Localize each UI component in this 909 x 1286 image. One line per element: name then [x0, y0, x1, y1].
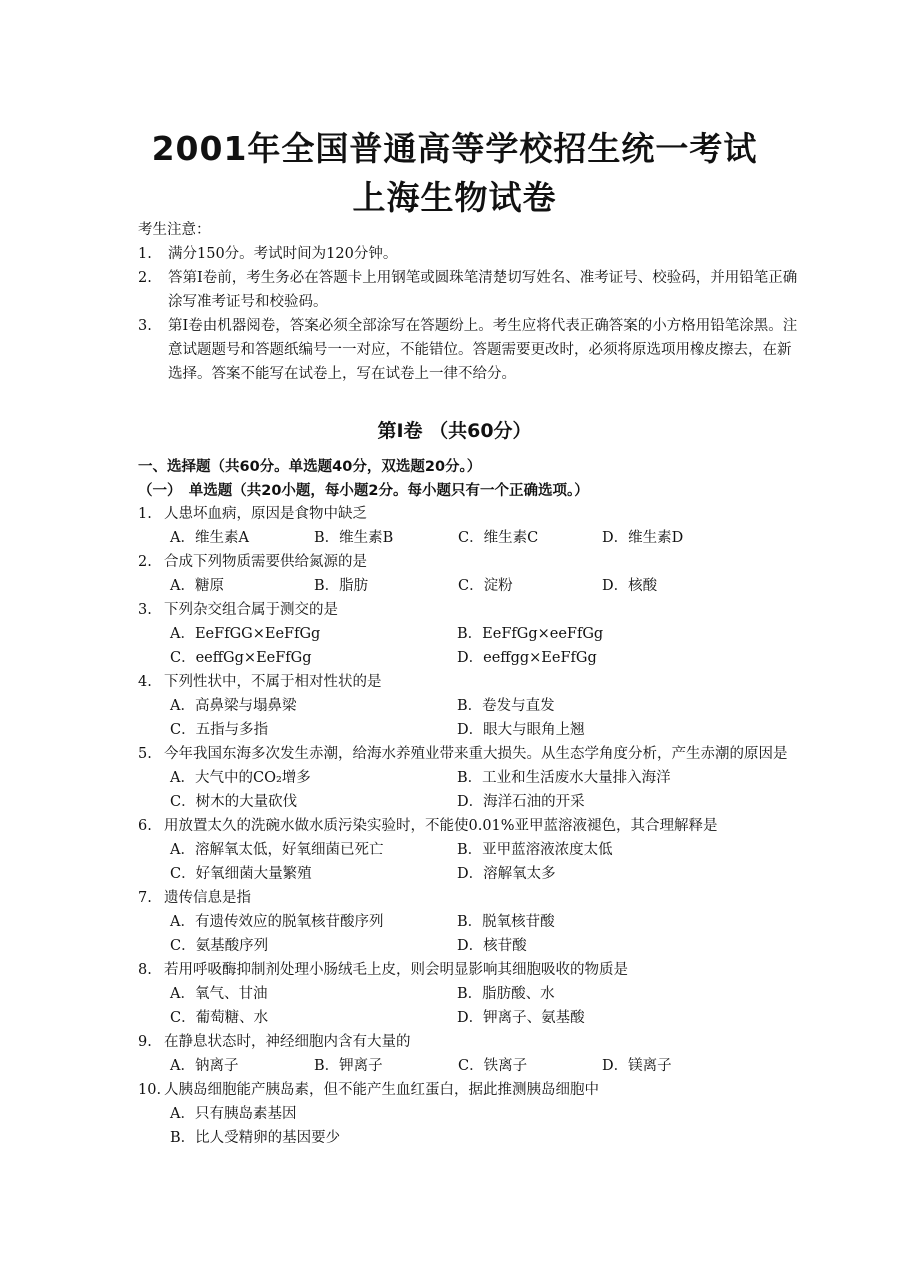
question-item — [138, 958, 798, 1030]
question-text: 合成下列物质需要供给氮源的是 — [164, 554, 367, 570]
question-stem — [138, 742, 798, 766]
answer-option: B．脱氧核苷酸 — [457, 914, 555, 930]
question-item — [138, 670, 798, 742]
option-group — [170, 766, 798, 814]
answer-option: D．维生素D — [602, 530, 684, 546]
question-number: 7. — [138, 890, 152, 906]
question-number: 1. — [138, 506, 152, 522]
question-text: 在静息状态时，神经细胞内含有大量的 — [164, 1034, 411, 1050]
note-item — [138, 266, 798, 314]
option-group — [170, 526, 798, 550]
notes-heading: 考生注意： — [138, 222, 211, 238]
note-number: 3. — [138, 318, 152, 334]
option-group — [170, 1054, 798, 1078]
question-item — [138, 886, 798, 958]
answer-option: B．脂肪酸、水 — [457, 986, 555, 1002]
exam-title: 2001年全国普通高等学校招生统一考试 — [151, 129, 758, 168]
question-stem — [138, 502, 798, 526]
answer-option: D．核苷酸 — [457, 938, 527, 954]
answer-option: B．亚甲蓝溶液浓度太低 — [457, 842, 613, 858]
note-number: 1. — [138, 246, 152, 262]
question-text: 下列杂交组合属于测交的是 — [164, 602, 338, 618]
sub-heading: （一） 单选题（共20小题，每小题2分。每小题只有一个正确选项。） — [138, 483, 589, 499]
answer-option: A．高鼻梁与塌鼻梁 — [170, 698, 297, 714]
option-group — [170, 838, 798, 886]
question-text: 下列性状中，不属于相对性状的是 — [164, 674, 382, 690]
question-stem — [138, 958, 798, 982]
question-item — [138, 502, 798, 550]
answer-option: D．核酸 — [602, 578, 658, 594]
answer-option: D．溶解氧太多 — [457, 866, 556, 882]
note-text: 答第Ⅰ卷前，考生务必在答题卡上用钢笔或圆珠笔清楚切写姓名、准考证号、校验码，并用铅笔正确涂写准考证号和校验码。 — [168, 270, 798, 310]
question-item — [138, 598, 798, 670]
question-item — [138, 1078, 798, 1150]
answer-option: C．eeffGg×EeFfGg — [170, 650, 312, 666]
candidate-notes — [138, 218, 798, 386]
note-item — [138, 314, 798, 386]
answer-option: B．比人受精卵的基因要少 — [170, 1130, 341, 1146]
answer-option: B．维生素B — [314, 530, 394, 546]
question-item — [138, 814, 798, 886]
option-group — [170, 910, 798, 958]
question-text: 今年我国东海多次发生赤潮，给海水养殖业带来重大损失。从生态学角度分析，产生赤潮的原因是 — [164, 746, 788, 762]
part-heading: 一、选择题（共60分。单选题40分，双选题20分。） — [138, 459, 482, 475]
question-number: 3. — [138, 602, 152, 618]
answer-option: C．好氧细菌大量繁殖 — [170, 866, 312, 882]
question-list — [138, 502, 798, 1150]
answer-option: A．只有胰岛素基因 — [170, 1106, 297, 1122]
note-text: 第Ⅰ卷由机器阅卷，答案必须全部涂写在答题纷上。考生应将代表正确答案的小方格用铅笔涂黑。注意试题题号和答题纸编号一一对应，不能错位。答题需要更改时，必须将原选项用橡皮擦去，在新选择。答案不能写在试卷上，写在试卷上一律不给分。 — [168, 318, 798, 382]
answer-option: C．淀粉 — [458, 578, 513, 594]
answer-option: A．EeFfGG×EeFfGg — [170, 626, 321, 642]
answer-option: B．EeFfGg×eeFfGg — [457, 626, 604, 642]
answer-option: C．氨基酸序列 — [170, 938, 269, 954]
question-number: 6. — [138, 818, 152, 834]
option-group — [170, 574, 798, 598]
answer-option: B．脂肪 — [314, 578, 369, 594]
question-text: 人胰岛细胞能产胰岛素，但不能产生血红蛋白，据此推测胰岛细胞中 — [164, 1082, 599, 1098]
answer-option: C．树木的大量砍伐 — [170, 794, 298, 810]
question-item — [138, 550, 798, 598]
question-number: 5. — [138, 746, 152, 762]
answer-option: D．眼大与眼角上翘 — [457, 722, 585, 738]
question-stem — [138, 598, 798, 622]
question-number: 2. — [138, 554, 152, 570]
question-stem — [138, 1078, 798, 1102]
question-stem — [138, 670, 798, 694]
exam-subtitle: 上海生物试卷 — [352, 178, 557, 217]
question-text: 遗传信息是指 — [164, 890, 251, 906]
answer-option: C．葡萄糖、水 — [170, 1010, 269, 1026]
question-stem — [138, 1030, 798, 1054]
answer-option: D．海洋石油的开采 — [457, 794, 585, 810]
question-number: 9. — [138, 1034, 152, 1050]
option-group — [170, 982, 798, 1030]
answer-option: D．镁离子 — [602, 1058, 672, 1074]
question-text: 用放置太久的洗碗水做水质污染实验时，不能使0.01%亚甲蓝溶液褪色，其合理解释是 — [164, 818, 718, 834]
question-stem — [138, 550, 798, 574]
answer-option: C．铁离子 — [458, 1058, 528, 1074]
question-stem — [138, 886, 798, 910]
answer-option: C．五指与多指 — [170, 722, 269, 738]
answer-option: C．维生素C — [458, 530, 539, 546]
question-text: 人患坏血病，原因是食物中缺乏 — [164, 506, 367, 522]
answer-option: A．大气中的CO₂增多 — [170, 770, 311, 786]
question-number: 4. — [138, 674, 152, 690]
answer-option: A．氧气、甘油 — [170, 986, 268, 1002]
answer-option: B．工业和生活废水大量排入海洋 — [457, 770, 671, 786]
option-group — [170, 622, 798, 670]
question-item — [138, 1030, 798, 1078]
answer-option: D．钾离子、氨基酸 — [457, 1010, 585, 1026]
question-text: 若用呼吸酶抑制剂处理小肠绒毛上皮，则会明显影响其细胞吸收的物质是 — [164, 962, 628, 978]
note-number: 2. — [138, 270, 152, 286]
option-group — [170, 1102, 798, 1150]
answer-option: A．维生素A — [170, 530, 249, 546]
section-title: 第Ⅰ卷 （共60分） — [377, 420, 532, 442]
answer-option: A．溶解氧太低，好氧细菌已死亡 — [170, 842, 384, 858]
question-stem — [138, 814, 798, 838]
question-item — [138, 742, 798, 814]
answer-option: B．卷发与直发 — [457, 698, 555, 714]
note-item — [138, 242, 798, 266]
answer-option: A．糖原 — [170, 578, 224, 594]
note-text: 满分150分。考试时间为120分钟。 — [168, 246, 398, 262]
answer-option: B．钾离子 — [314, 1058, 383, 1074]
answer-option: D．eeffgg×EeFfGg — [457, 650, 597, 666]
answer-option: A．有遗传效应的脱氧核苷酸序列 — [170, 914, 384, 930]
question-number: 8. — [138, 962, 152, 978]
answer-option: A．钠离子 — [170, 1058, 239, 1074]
option-group — [170, 694, 798, 742]
question-number: 10. — [138, 1082, 162, 1098]
